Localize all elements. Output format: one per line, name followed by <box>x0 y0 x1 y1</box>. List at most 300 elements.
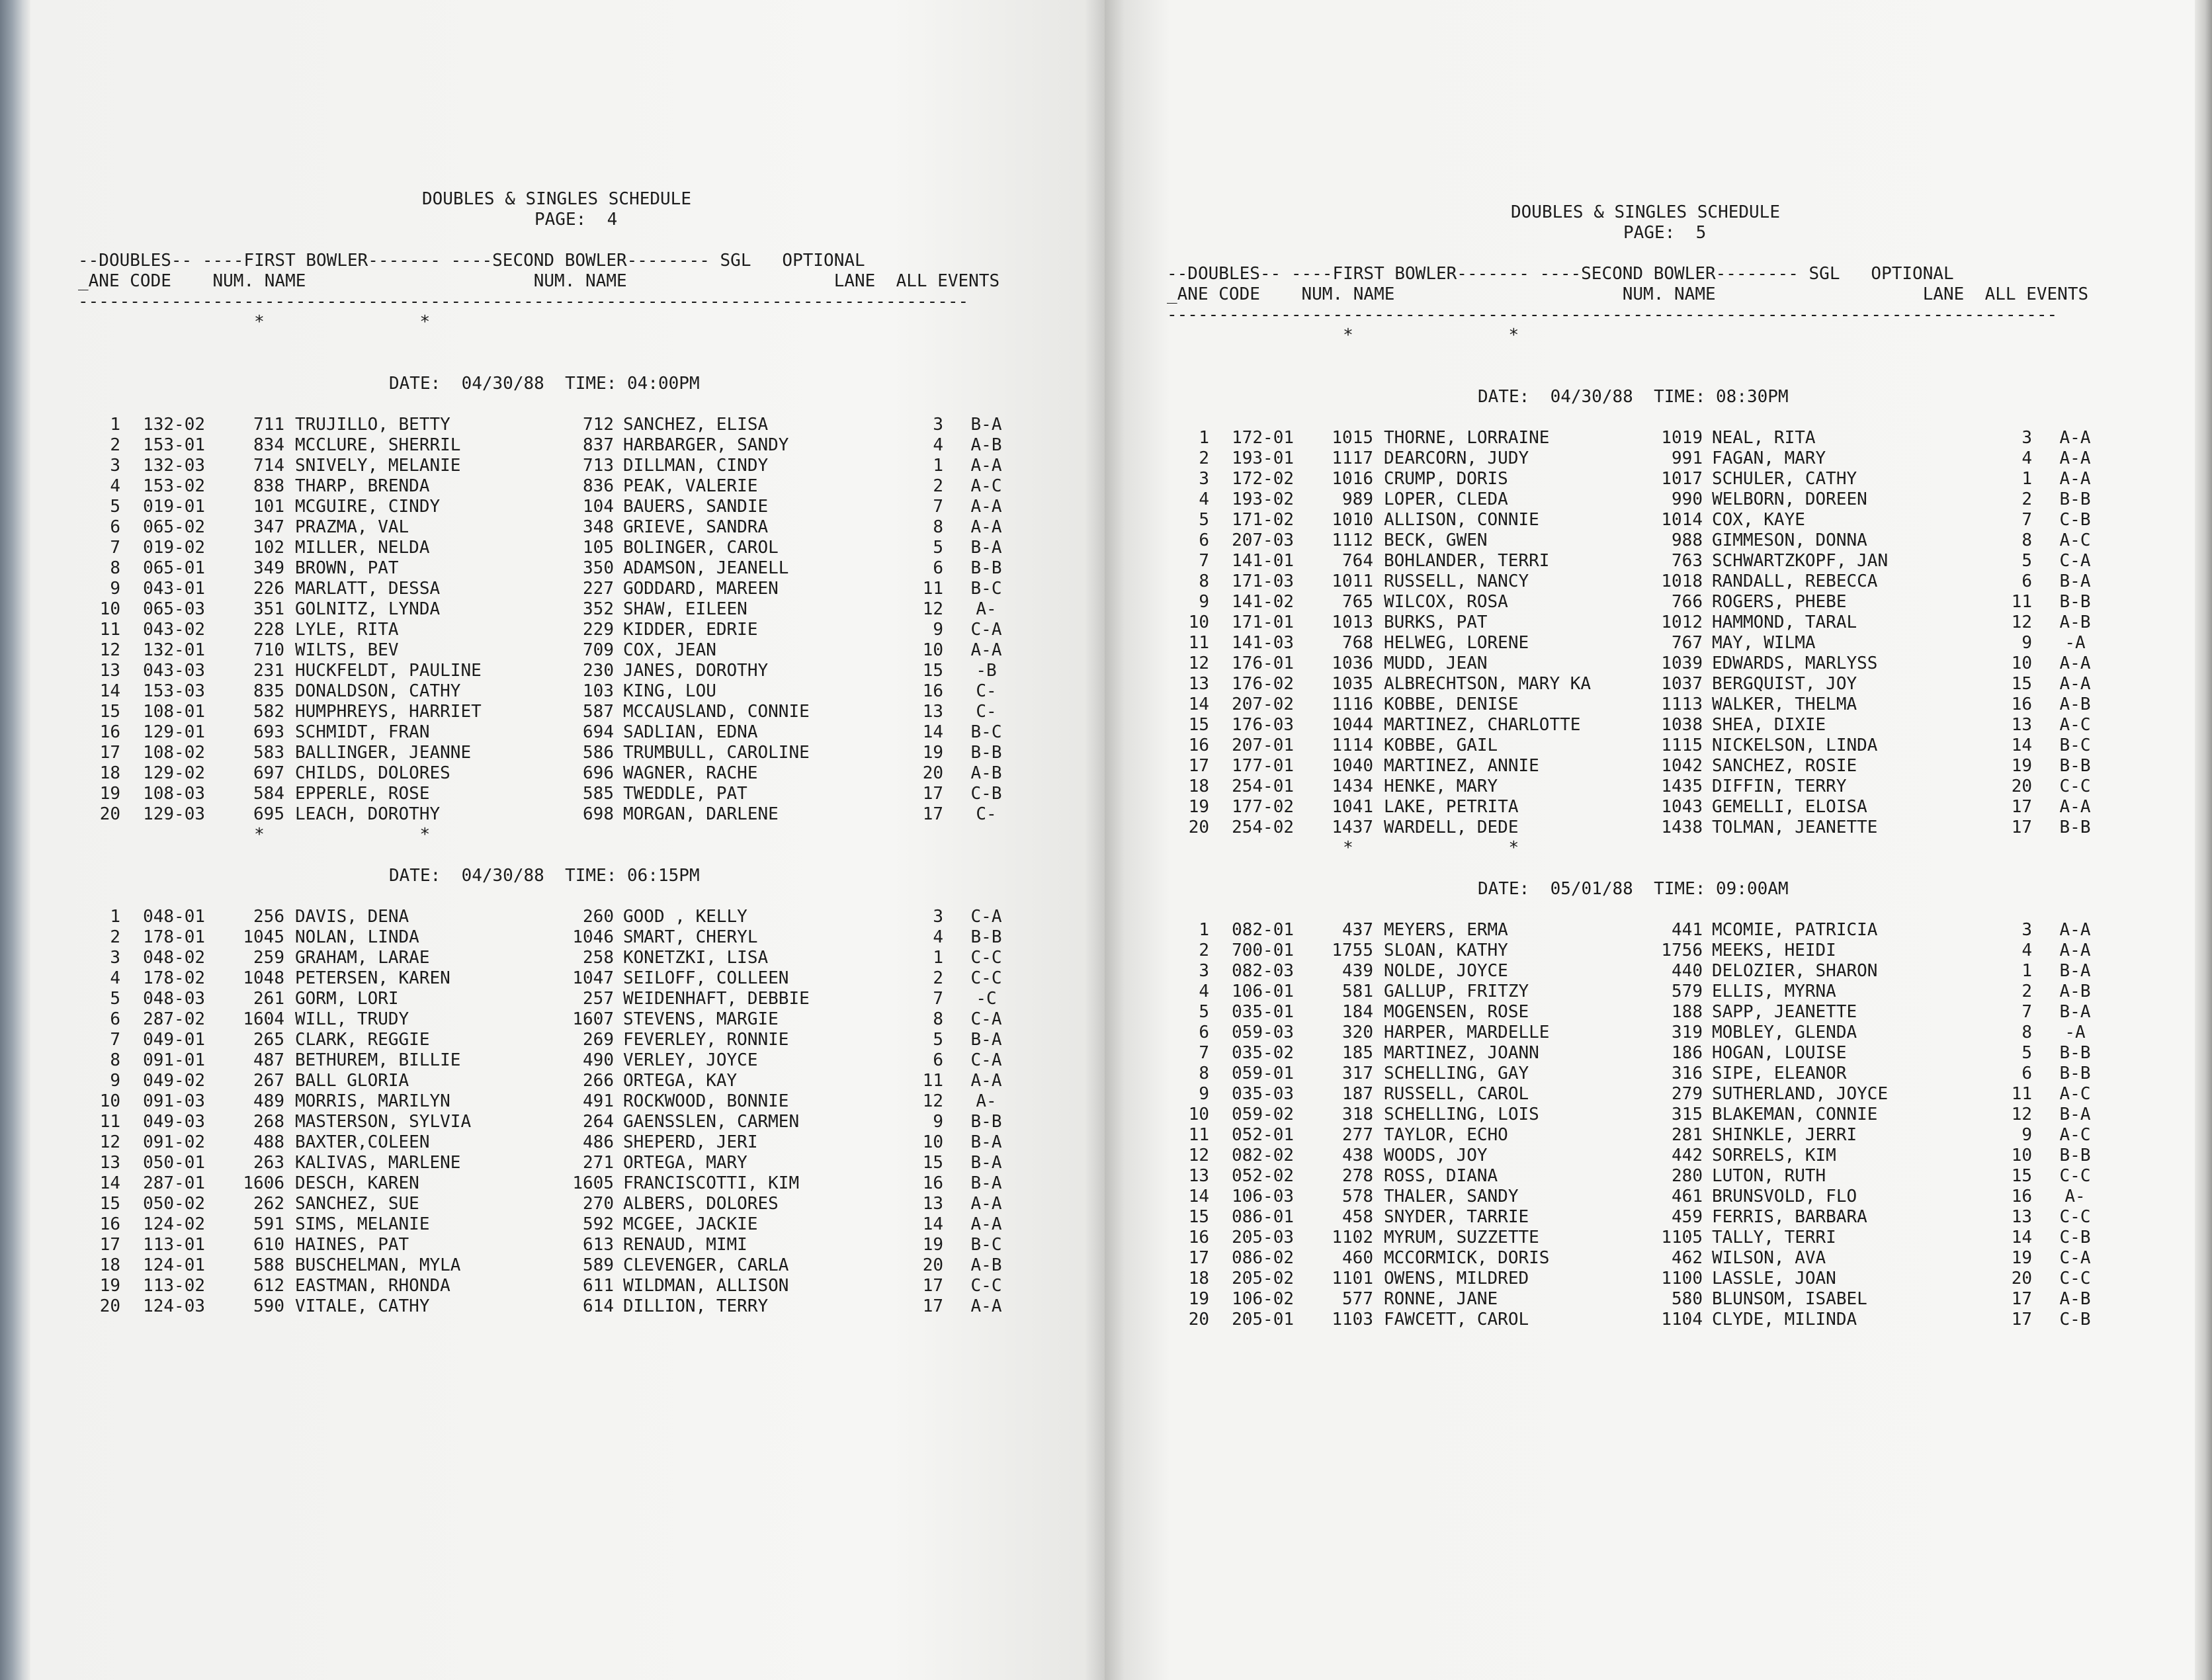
singles-lane: 6 <box>933 558 943 578</box>
lane-number: 10 <box>99 599 120 619</box>
first-bowler-name: SNIVELY, MELANIE <box>295 456 461 476</box>
singles-lane: 15 <box>2011 674 2032 694</box>
schedule-row <box>1167 1269 2118 1289</box>
optional-all-events: C-C <box>2059 1269 2091 1288</box>
schedule-row <box>1167 920 2118 941</box>
lane-number: 9 <box>1199 592 1209 612</box>
optional-all-events: B-B <box>2059 1146 2091 1165</box>
second-bowler-name: HAMMOND, TARAL <box>1712 612 1857 632</box>
first-bowler-number: 437 <box>1342 920 1373 940</box>
second-bowler-number: 350 <box>583 558 614 578</box>
schedule-row <box>78 1153 1029 1173</box>
second-bowler-number: 1438 <box>1661 818 1703 837</box>
second-bowler-name: COX, JEAN <box>623 640 716 660</box>
optional-all-events: C-C <box>970 968 1002 988</box>
second-bowler-number: 442 <box>1672 1146 1703 1165</box>
doubles-code: 091-02 <box>143 1132 205 1152</box>
first-bowler-number: 581 <box>1342 982 1373 1001</box>
second-bowler-name: COX, KAYE <box>1712 510 1805 530</box>
second-bowler-name: SHINKLE, JERRI <box>1712 1125 1857 1145</box>
schedule-row <box>1167 1084 2118 1105</box>
optional-all-events: C-C <box>970 948 1002 968</box>
doubles-code: 048-03 <box>143 989 205 1009</box>
optional-all-events: B-B <box>2059 1043 2091 1063</box>
first-bowler-name: PRAZMA, VAL <box>295 517 409 537</box>
section-asterisks: * * <box>78 825 431 845</box>
schedule-row <box>1167 592 2118 612</box>
second-bowler-name: DILLION, TERRY <box>623 1296 769 1316</box>
second-bowler-number: 1037 <box>1661 674 1703 694</box>
schedule-row <box>78 989 1029 1009</box>
second-bowler-name: WEIDENHAFT, DEBBIE <box>623 989 810 1009</box>
second-bowler-number: 316 <box>1672 1064 1703 1083</box>
singles-lane: 6 <box>933 1050 943 1070</box>
singles-lane: 12 <box>2011 612 2032 632</box>
second-bowler-name: SCHWARTZKOPF, JAN <box>1712 551 1889 571</box>
singles-lane: 15 <box>922 1153 943 1173</box>
first-bowler-name: GALLUP, FRITZY <box>1384 982 1529 1001</box>
second-bowler-name: WAGNER, RACHE <box>623 763 758 783</box>
first-bowler-number: 278 <box>1342 1166 1373 1186</box>
first-bowler-number: 1116 <box>1332 694 1373 714</box>
schedule-row <box>1167 1146 2118 1166</box>
first-bowler-name: THARP, BRENDA <box>295 476 430 496</box>
schedule-row <box>1167 961 2118 982</box>
second-bowler-name: DELOZIER, SHARON <box>1712 961 1878 981</box>
lane-number: 5 <box>1199 510 1209 530</box>
singles-lane: 19 <box>2011 1248 2032 1268</box>
lane-number: 9 <box>110 1071 120 1091</box>
singles-lane: 2 <box>2021 489 2032 509</box>
first-bowler-name: CLARK, REGGIE <box>295 1030 430 1050</box>
second-bowler-name: STEVENS, MARGIE <box>623 1009 779 1029</box>
schedule-title: DOUBLES & SINGLES SCHEDULE <box>1511 202 1780 222</box>
first-bowler-number: 320 <box>1342 1023 1373 1042</box>
doubles-code: 176-02 <box>1232 674 1294 694</box>
schedule-sheet-page-4 <box>78 189 1029 1317</box>
doubles-code: 106-03 <box>1232 1187 1294 1206</box>
first-bowler-number: 317 <box>1342 1064 1373 1083</box>
second-bowler-number: 580 <box>1672 1289 1703 1309</box>
doubles-code: 171-01 <box>1232 612 1294 632</box>
schedule-row <box>78 1214 1029 1235</box>
lane-number: 1 <box>110 415 120 435</box>
first-bowler-number: 458 <box>1342 1207 1373 1227</box>
lane-number: 7 <box>1199 1043 1209 1063</box>
doubles-code: 207-03 <box>1232 530 1294 550</box>
first-bowler-name: MUDD, JEAN <box>1384 653 1488 673</box>
second-bowler-name: FRANCISCOTTI, KIM <box>623 1173 800 1193</box>
lane-number: 15 <box>99 702 120 722</box>
schedule-row <box>78 620 1029 640</box>
doubles-code: 019-02 <box>143 538 205 558</box>
first-bowler-number: 693 <box>253 722 284 742</box>
lane-number: 14 <box>1188 1187 1209 1206</box>
singles-lane: 12 <box>922 1091 943 1111</box>
singles-lane: 13 <box>2011 1207 2032 1227</box>
schedule-row <box>1167 797 2118 818</box>
lane-number: 9 <box>1199 1084 1209 1104</box>
lane-number: 17 <box>1188 756 1209 776</box>
optional-all-events: B-A <box>2059 1105 2091 1124</box>
first-bowler-name: LEACH, DOROTHY <box>295 804 441 824</box>
spacer <box>78 230 1029 251</box>
first-bowler-number: 1041 <box>1332 797 1373 817</box>
spacer <box>78 845 1029 866</box>
first-bowler-number: 1035 <box>1332 674 1373 694</box>
first-bowler-name: MCGUIRE, CINDY <box>295 497 441 517</box>
optional-all-events: B-B <box>970 1112 1002 1132</box>
doubles-code: 035-02 <box>1232 1043 1294 1063</box>
optional-all-events: A-C <box>2059 1084 2091 1104</box>
doubles-code: 108-02 <box>143 743 205 763</box>
first-bowler-number: 582 <box>253 702 284 722</box>
singles-lane: 17 <box>2011 1310 2032 1329</box>
second-bowler-name: WALKER, THELMA <box>1712 694 1857 714</box>
schedule-row <box>1167 551 2118 571</box>
second-bowler-number: 592 <box>583 1214 614 1234</box>
second-bowler-name: SMART, CHERYL <box>623 927 758 947</box>
doubles-code: 124-01 <box>143 1255 205 1275</box>
second-bowler-number: 990 <box>1672 489 1703 509</box>
lane-number: 16 <box>1188 1228 1209 1247</box>
singles-lane: 11 <box>2011 1084 2032 1104</box>
singles-lane: 4 <box>2021 448 2032 468</box>
second-bowler-number: 1605 <box>572 1173 614 1193</box>
column-header-line-1: --DOUBLES-- ----FIRST BOWLER------- ----SECOND BOWLER-------- SGL OPTIONAL <box>78 251 865 271</box>
second-bowler-number: 696 <box>583 763 614 783</box>
singles-lane: 10 <box>922 1132 943 1152</box>
doubles-code: 205-02 <box>1232 1269 1294 1288</box>
second-bowler-name: BERGQUIST, JOY <box>1712 674 1857 694</box>
optional-all-events: -B <box>976 661 997 681</box>
second-bowler-name: ALBERS, DOLORES <box>623 1194 779 1214</box>
singles-lane: 9 <box>2021 633 2032 653</box>
schedule-row <box>1167 982 2118 1002</box>
first-bowler-number: 577 <box>1342 1289 1373 1309</box>
first-bowler-number: 487 <box>253 1050 284 1070</box>
first-bowler-name: DESCH, KAREN <box>295 1173 419 1193</box>
first-bowler-name: MARLATT, DESSA <box>295 579 441 599</box>
lane-number: 4 <box>1199 982 1209 1001</box>
spacer <box>78 394 1029 415</box>
lane-number: 17 <box>99 743 120 763</box>
optional-all-events: A-B <box>970 435 1002 455</box>
doubles-code: 059-03 <box>1232 1023 1294 1042</box>
first-bowler-name: NOLDE, JOYCE <box>1384 961 1508 981</box>
first-bowler-name: WARDELL, DEDE <box>1384 818 1519 837</box>
second-bowler-name: BRUNSVOLD, FLO <box>1712 1187 1857 1206</box>
schedule-row <box>78 558 1029 579</box>
first-bowler-name: MYRUM, SUZZETTE <box>1384 1228 1539 1247</box>
optional-all-events: A-A <box>2059 469 2091 489</box>
second-bowler-name: ORTEGA, MARY <box>623 1153 747 1173</box>
singles-lane: 17 <box>2011 797 2032 817</box>
singles-lane: 6 <box>2021 571 2032 591</box>
lane-number: 15 <box>1188 715 1209 735</box>
schedule-row <box>1167 1125 2118 1146</box>
second-bowler-name: MEEKS, HEIDI <box>1712 941 1836 960</box>
second-bowler-number: 315 <box>1672 1105 1703 1124</box>
lane-number: 19 <box>1188 1289 1209 1309</box>
doubles-code: 035-01 <box>1232 1002 1294 1022</box>
first-bowler-name: KALIVAS, MARLENE <box>295 1153 461 1173</box>
doubles-code: 129-01 <box>143 722 205 742</box>
singles-lane: 4 <box>2021 941 2032 960</box>
schedule-row <box>78 1235 1029 1255</box>
lane-number: 12 <box>99 1132 120 1152</box>
singles-lane: 20 <box>2011 1269 2032 1288</box>
optional-all-events: C- <box>976 804 997 824</box>
first-bowler-number: 268 <box>253 1112 284 1132</box>
singles-lane: 7 <box>933 497 943 517</box>
spacer <box>1167 859 2118 879</box>
schedule-row <box>78 1030 1029 1050</box>
first-bowler-number: 438 <box>1342 1146 1373 1165</box>
first-bowler-number: 1117 <box>1332 448 1373 468</box>
optional-all-events: C-A <box>2059 1248 2091 1268</box>
second-bowler-name: TOLMAN, JEANETTE <box>1712 818 1878 837</box>
second-bowler-name: TRUMBULL, CAROLINE <box>623 743 810 763</box>
lane-number: 20 <box>1188 818 1209 837</box>
first-bowler-number: 835 <box>253 681 284 701</box>
optional-all-events: B-B <box>2059 818 2091 837</box>
session-date-time: DATE: 05/01/88 TIME: 09:00AM <box>1478 879 1789 899</box>
singles-lane: 1 <box>2021 469 2032 489</box>
schedule-row <box>1167 1023 2118 1043</box>
singles-lane: 17 <box>922 784 943 804</box>
first-bowler-number: 583 <box>253 743 284 763</box>
optional-all-events: C-A <box>2059 551 2091 571</box>
book-gutter <box>1085 0 1125 1680</box>
schedule-row <box>78 579 1029 599</box>
doubles-code: 254-02 <box>1232 818 1294 837</box>
first-bowler-name: CRUMP, DORIS <box>1384 469 1508 489</box>
schedule-row <box>1167 530 2118 551</box>
doubles-code: 106-01 <box>1232 982 1294 1001</box>
first-bowler-name: SCHELLING, GAY <box>1384 1064 1529 1083</box>
first-bowler-name: TRUJILLO, BETTY <box>295 415 450 435</box>
first-bowler-number: 588 <box>253 1255 284 1275</box>
doubles-code: 132-02 <box>143 415 205 435</box>
doubles-code: 132-01 <box>143 640 205 660</box>
first-bowler-number: 1045 <box>243 927 284 947</box>
optional-all-events: A-B <box>2059 612 2091 632</box>
second-bowler-number: 585 <box>583 784 614 804</box>
first-bowler-name: WILCOX, ROSA <box>1384 592 1508 612</box>
singles-lane: 11 <box>2011 592 2032 612</box>
second-bowler-name: NEAL, RITA <box>1712 428 1816 448</box>
second-bowler-number: 1435 <box>1661 777 1703 796</box>
schedule-row <box>1167 1166 2118 1187</box>
first-bowler-number: 590 <box>253 1296 284 1316</box>
schedule-row <box>1167 428 2118 448</box>
second-bowler-number: 1115 <box>1661 735 1703 755</box>
lane-number: 20 <box>99 1296 120 1316</box>
session-date-time: DATE: 04/30/88 TIME: 08:30PM <box>1478 387 1789 407</box>
lane-number: 4 <box>110 476 120 496</box>
second-bowler-number: 1043 <box>1661 797 1703 817</box>
optional-all-events: B-B <box>2059 756 2091 776</box>
second-bowler-number: 491 <box>583 1091 614 1111</box>
optional-all-events: A-C <box>2059 1125 2091 1145</box>
second-bowler-number: 230 <box>583 661 614 681</box>
schedule-row <box>78 661 1029 681</box>
lane-number: 7 <box>110 538 120 558</box>
doubles-code: 207-02 <box>1232 694 1294 714</box>
first-bowler-number: 764 <box>1342 551 1373 571</box>
second-bowler-number: 348 <box>583 517 614 537</box>
lane-number: 10 <box>1188 1105 1209 1124</box>
first-bowler-number: 584 <box>253 784 284 804</box>
lane-number: 1 <box>110 907 120 927</box>
session-date-time: DATE: 04/30/88 TIME: 06:15PM <box>389 866 700 886</box>
page-number: PAGE: 5 <box>1623 223 1707 243</box>
first-bowler-name: BETHUREM, BILLIE <box>295 1050 461 1070</box>
second-bowler-name: BLUNSOM, ISABEL <box>1712 1289 1867 1309</box>
optional-all-events: A-A <box>970 517 1002 537</box>
singles-lane: 10 <box>2011 1146 2032 1165</box>
second-bowler-number: 712 <box>583 415 614 435</box>
lane-number: 14 <box>1188 694 1209 714</box>
second-bowler-name: WELBORN, DOREEN <box>1712 489 1867 509</box>
second-bowler-name: NICKELSON, LINDA <box>1712 735 1878 755</box>
first-bowler-name: GORM, LORI <box>295 989 399 1009</box>
first-bowler-name: CHILDS, DOLORES <box>295 763 450 783</box>
lane-number: 8 <box>110 1050 120 1070</box>
second-bowler-number: 186 <box>1672 1043 1703 1063</box>
lane-number: 3 <box>110 456 120 476</box>
second-bowler-name: ROGERS, PHEBE <box>1712 592 1847 612</box>
first-bowler-number: 710 <box>253 640 284 660</box>
second-bowler-name: BLAKEMAN, CONNIE <box>1712 1105 1878 1124</box>
first-bowler-number: 261 <box>253 989 284 1009</box>
optional-all-events: B-A <box>970 1153 1002 1173</box>
first-bowler-name: SLOAN, KATHY <box>1384 941 1508 960</box>
second-bowler-number: 461 <box>1672 1187 1703 1206</box>
optional-all-events: B-A <box>970 538 1002 558</box>
schedule-row <box>1167 489 2118 510</box>
lane-number: 13 <box>99 1153 120 1173</box>
doubles-code: 049-03 <box>143 1112 205 1132</box>
singles-lane: 3 <box>933 415 943 435</box>
first-bowler-number: 1102 <box>1332 1228 1373 1247</box>
second-bowler-name: ELLIS, MYRNA <box>1712 982 1836 1001</box>
singles-lane: 17 <box>922 804 943 824</box>
optional-all-events: A-B <box>2059 1289 2091 1309</box>
second-bowler-number: 1017 <box>1661 469 1703 489</box>
lane-number: 5 <box>110 497 120 517</box>
lane-number: 17 <box>1188 1248 1209 1268</box>
second-bowler-name: TWEDDLE, PAT <box>623 784 747 804</box>
singles-lane: 2 <box>2021 982 2032 1001</box>
second-bowler-number: 586 <box>583 743 614 763</box>
second-bowler-name: HARBARGER, SANDY <box>623 435 789 455</box>
second-bowler-name: SAPP, JEANETTE <box>1712 1002 1857 1022</box>
optional-all-events: A-A <box>2059 797 2091 817</box>
optional-all-events: A-C <box>2059 530 2091 550</box>
lane-number: 20 <box>1188 1310 1209 1329</box>
second-bowler-number: 1113 <box>1661 694 1703 714</box>
optional-all-events: A-A <box>970 1214 1002 1234</box>
first-bowler-number: 1755 <box>1332 941 1373 960</box>
first-bowler-number: 488 <box>253 1132 284 1152</box>
doubles-code: 065-01 <box>143 558 205 578</box>
optional-all-events: A- <box>2064 1187 2086 1206</box>
lane-number: 3 <box>1199 469 1209 489</box>
singles-lane: 1 <box>933 948 943 968</box>
second-bowler-number: 1018 <box>1661 571 1703 591</box>
doubles-code: 254-01 <box>1232 777 1294 796</box>
first-bowler-number: 838 <box>253 476 284 496</box>
doubles-code: 287-01 <box>143 1173 205 1193</box>
first-bowler-name: DONALDSON, CATHY <box>295 681 461 701</box>
first-bowler-name: HAINES, PAT <box>295 1235 409 1255</box>
lane-number: 10 <box>1188 612 1209 632</box>
second-bowler-number: 352 <box>583 599 614 619</box>
singles-lane: 10 <box>922 640 943 660</box>
first-bowler-name: HARPER, MARDELLE <box>1384 1023 1550 1042</box>
lane-number: 19 <box>99 1276 120 1296</box>
lane-number: 1 <box>1199 920 1209 940</box>
optional-all-events: C-A <box>970 1009 1002 1029</box>
singles-lane: 9 <box>933 1112 943 1132</box>
second-bowler-name: SHAW, EILEEN <box>623 599 747 619</box>
schedule-row <box>1167 1228 2118 1248</box>
first-bowler-name: LOPER, CLEDA <box>1384 489 1508 509</box>
first-bowler-number: 1604 <box>243 1009 284 1029</box>
second-bowler-number: 1756 <box>1661 941 1703 960</box>
schedule-row <box>1167 777 2118 797</box>
second-bowler-name: MAY, WILMA <box>1712 633 1816 653</box>
singles-lane: 7 <box>2021 1002 2032 1022</box>
doubles-code: 086-01 <box>1232 1207 1294 1227</box>
schedule-row <box>78 681 1029 702</box>
schedule-row <box>1167 510 2118 530</box>
singles-lane: 8 <box>933 1009 943 1029</box>
lane-number: 1 <box>1199 428 1209 448</box>
schedule-row <box>1167 1248 2118 1269</box>
singles-lane: 7 <box>933 989 943 1009</box>
second-bowler-name: KING, LOU <box>623 681 716 701</box>
first-bowler-number: 1010 <box>1332 510 1373 530</box>
lane-number: 16 <box>99 722 120 742</box>
first-bowler-number: 1048 <box>243 968 284 988</box>
first-bowler-number: 231 <box>253 661 284 681</box>
lane-number: 15 <box>99 1194 120 1214</box>
optional-all-events: B-A <box>970 1173 1002 1193</box>
first-bowler-name: BECK, GWEN <box>1384 530 1488 550</box>
schedule-row <box>78 435 1029 456</box>
lane-number: 16 <box>99 1214 120 1234</box>
second-bowler-number: 1105 <box>1661 1228 1703 1247</box>
singles-lane: 9 <box>2021 1125 2032 1145</box>
first-bowler-number: 714 <box>253 456 284 476</box>
singles-lane: 20 <box>922 763 943 783</box>
second-bowler-name: GODDARD, MAREEN <box>623 579 779 599</box>
doubles-code: 176-01 <box>1232 653 1294 673</box>
doubles-code: 049-02 <box>143 1071 205 1091</box>
first-bowler-number: 184 <box>1342 1002 1373 1022</box>
singles-lane: 3 <box>2021 920 2032 940</box>
schedule-row <box>78 640 1029 661</box>
schedule-row <box>78 722 1029 743</box>
lane-number: 2 <box>1199 448 1209 468</box>
schedule-row <box>78 1071 1029 1091</box>
singles-lane: 2 <box>933 476 943 496</box>
lane-number: 13 <box>99 661 120 681</box>
singles-lane: 19 <box>922 1235 943 1255</box>
